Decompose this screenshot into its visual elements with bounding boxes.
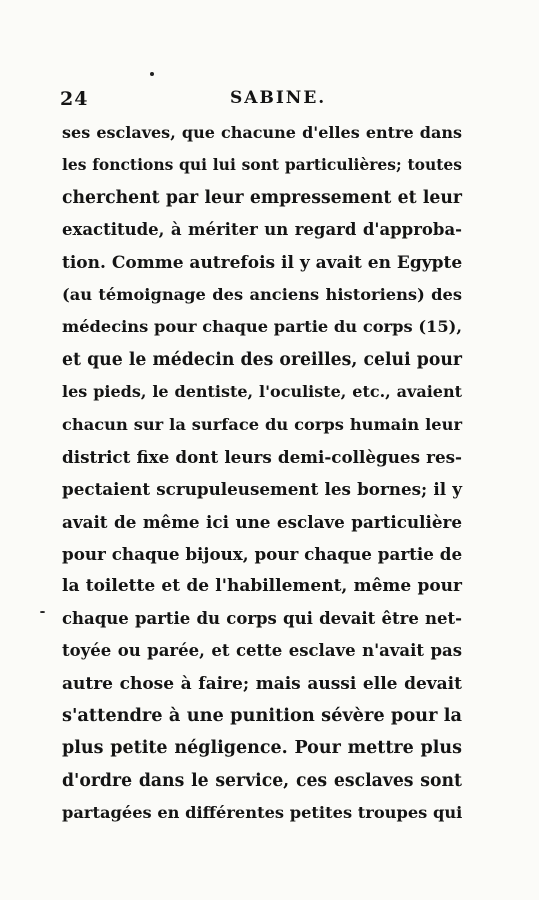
text-line: pour chaque bijoux, pour chaque partie de <box>62 544 463 565</box>
ink-speck <box>150 72 154 76</box>
text-line: la toilette et de l'habillement, même pour <box>62 576 462 597</box>
page-number: 24 <box>60 88 89 110</box>
text-line: toyée ou parée, et cette esclave n'avait pas <box>62 641 462 661</box>
text-line: les fonctions qui lui sont particulières; toutes <box>62 155 462 175</box>
text-line: plus petite négligence. Pour mettre plus <box>62 738 462 759</box>
text-line: ses esclaves, que chacune d'elles entre dans <box>62 123 462 142</box>
text-line: tion. Comme autrefois il y avait en Egypte <box>62 252 463 273</box>
text-line: district fixe dont leurs demi-collègues res- <box>62 446 462 467</box>
text-line: cherchent par leur empressement et leur <box>62 187 462 208</box>
text-line: exactitude, à mériter un regard d'approba- <box>62 220 462 240</box>
text-line: les pieds, le dentiste, l'oculiste, etc., avaient <box>62 382 462 402</box>
text-line: partagées en différentes petites troupes qui <box>62 803 463 823</box>
text-line: et que le médecin des oreilles, celui pour <box>62 349 462 370</box>
text-line: d'ordre dans le service, ces esclaves sont <box>62 770 462 791</box>
text-line: chacun sur la surface du corps humain leur <box>62 414 462 434</box>
text-line: chaque partie du corps qui devait être net- <box>62 608 462 628</box>
text-line: (au témoignage des anciens historiens) des <box>62 284 462 304</box>
running-title: SABINE. <box>230 88 327 108</box>
running-head <box>60 88 460 114</box>
text-line: s'attendre à une punition sévère pour la <box>62 705 462 727</box>
text-line: médecins pour chaque partie du corps (15), <box>62 317 462 337</box>
body-text <box>62 117 462 830</box>
text-line: avait de même ici une esclave particulière <box>62 511 462 532</box>
text-line: autre chose à faire; mais aussi elle devait <box>62 673 462 694</box>
text-line: pectaient scrupuleusement les bornes; il y <box>62 479 462 500</box>
ink-speck <box>40 611 45 613</box>
